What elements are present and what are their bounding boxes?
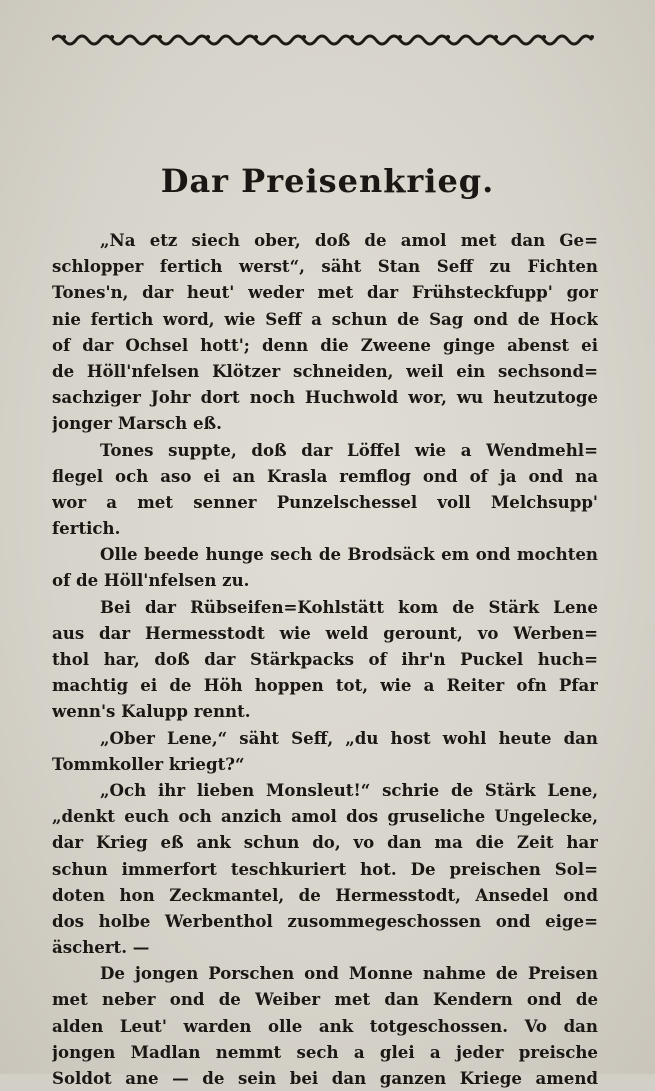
text-line: schlopper fertich werst“, säht Stan Seff zu Fichten bbox=[52, 256, 598, 277]
text-line: äschert. — bbox=[52, 937, 150, 958]
text-line: machtig ei de Höh hoppen tot, wie a Reiter ofn Pfar bbox=[52, 675, 598, 696]
text-line: of dar Ochsel hott'; denn die Zweene ginge abenst ei bbox=[52, 334, 598, 355]
text-line: „Ober Lene,“ säht Seff, „du host wohl heute dan bbox=[100, 727, 598, 748]
text-line: fertich. bbox=[52, 518, 121, 539]
text-line: jongen Madlan nemmt sech a glei a jeder preische bbox=[52, 1041, 598, 1062]
text-line: Olle beede hunge sech de Brodsäck em ond mochten bbox=[100, 544, 598, 565]
text-line: alden Leut' warden olle ank totgeschossen. Vo dan bbox=[52, 1015, 598, 1036]
text-line: „denkt euch och anzich amol dos gruseliche Ungelecke, bbox=[52, 806, 598, 827]
text-line: flegel och aso ei an Krasla remflog ond of ja ond na bbox=[52, 465, 598, 486]
text-line: Tommkoller kriegt?“ bbox=[52, 753, 245, 774]
text-line: sachziger Johr dort noch Huchwold wor, wu heutzutoge bbox=[52, 387, 598, 408]
text-line: „Na etz siech ober, doß de amol met dan Ge= bbox=[100, 230, 598, 250]
decorative-border-ornament bbox=[52, 32, 597, 48]
text-line: of de Höll'nfelsen zu. bbox=[52, 570, 250, 591]
body-text bbox=[52, 227, 598, 1091]
chapter-title: Dar Preisenkrieg. bbox=[160, 162, 495, 200]
text-line: aus dar Hermesstodt wie weld gerount, vo Werben= bbox=[52, 622, 598, 643]
text-line: thol har, doß dar Stärkpacks of ihr'n Puckel huch= bbox=[52, 649, 598, 669]
text-line: doten hon Zeckmantel, de Hermesstodt, Ansedel ond bbox=[52, 884, 598, 905]
text-line: Bei dar Rübseifen=Kohlstätt kom de Stärk Lene bbox=[100, 596, 598, 617]
text-line: nie fertich word, wie Seff a schun de Sag ond de Hock bbox=[52, 308, 598, 329]
text-line: wor a met senner Punzelschessel voll Melchsupp' bbox=[52, 491, 598, 512]
text-line: de Höll'nfelsen Klötzer schneiden, weil ein sechsond= bbox=[52, 360, 598, 381]
text-line: dar Krieg eß ank schun do, vo dan ma die Zeit har bbox=[52, 832, 598, 853]
text-line: „Och ihr lieben Monsleut!“ schrie de Stärk Lene, bbox=[100, 779, 598, 800]
text-line: De jongen Porschen ond Monne nahme de Preisen bbox=[100, 963, 598, 984]
text-line: Soldot ane — de sein bei dan ganzen Kriege amend bbox=[52, 1068, 598, 1088]
text-line: Tones suppte, doß dar Löffel wie a Wendmehl= bbox=[100, 439, 598, 460]
text-line: schun immerfort teschkuriert hot. De preischen Sol= bbox=[52, 858, 598, 879]
text-line: met neber ond de Weiber met dan Kendern ond de bbox=[52, 989, 598, 1010]
text-line: Tones'n, dar heut' weder met dar Frühsteckfupp' gor bbox=[52, 282, 598, 303]
text-line: jonger Marsch eß. bbox=[52, 413, 222, 434]
text-line: dos holbe Werbenthol zusommegeschossen ond eige= bbox=[52, 910, 598, 931]
text-line: wenn's Kalupp rennt. bbox=[52, 701, 251, 722]
